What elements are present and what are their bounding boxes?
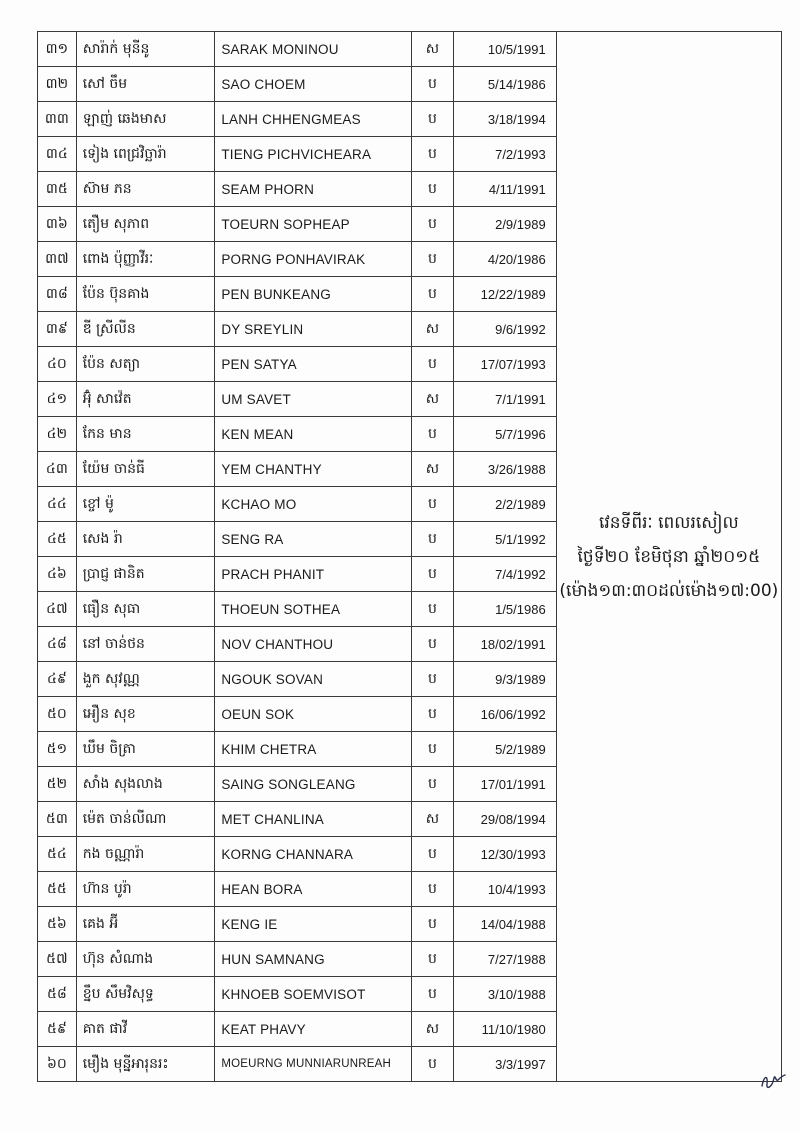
- khmer-name: ម៉េត ចាន់លីណា: [76, 802, 215, 837]
- row-number: ៤៧: [38, 592, 77, 627]
- latin-name: SAO CHOEM: [215, 67, 412, 102]
- khmer-name: ហ៊ុន សំណាង: [76, 942, 215, 977]
- row-number: ៤៤: [38, 487, 77, 522]
- khmer-name: តឿម សុភាព: [76, 207, 215, 242]
- date-of-birth: 9/3/1989: [453, 662, 556, 697]
- row-number: ៣៩: [38, 312, 77, 347]
- khmer-name: ងួក សុវណ្ណ: [76, 662, 215, 697]
- row-number: ៥៨: [38, 977, 77, 1012]
- date-of-birth: 7/1/1991: [453, 382, 556, 417]
- latin-name: MOEURNG MUNNIARUNREAH: [215, 1047, 412, 1082]
- row-number: ៥៩: [38, 1012, 77, 1047]
- latin-name: SENG RA: [215, 522, 412, 557]
- date-of-birth: 14/04/1988: [453, 907, 556, 942]
- date-of-birth: 4/11/1991: [453, 172, 556, 207]
- row-number: ៣៥: [38, 172, 77, 207]
- sex-code: ស: [412, 32, 454, 67]
- sex-code: ប: [412, 942, 454, 977]
- date-of-birth: 3/26/1988: [453, 452, 556, 487]
- sex-code: ប: [412, 137, 454, 172]
- sex-code: ប: [412, 907, 454, 942]
- session-note-line3: (ម៉ោង១៣:៣០ដល់ម៉ោង១៧:00): [559, 580, 779, 601]
- date-of-birth: 12/22/1989: [453, 277, 556, 312]
- latin-name: SARAK MONINOU: [215, 32, 412, 67]
- row-number: ៣៨: [38, 277, 77, 312]
- row-number: ៦០: [38, 1047, 77, 1082]
- row-number: ៣៤: [38, 137, 77, 172]
- latin-name: PEN SATYA: [215, 347, 412, 382]
- sex-code: ប: [412, 102, 454, 137]
- khmer-name: សារ៉ាក់ មុនីនូ: [76, 32, 215, 67]
- sex-code: ប: [412, 207, 454, 242]
- row-number: ៥៧: [38, 942, 77, 977]
- khmer-name: កែន មាន: [76, 417, 215, 452]
- row-number: ៣១: [38, 32, 77, 67]
- latin-name: KORNG CHANNARA: [215, 837, 412, 872]
- sex-code: ស: [412, 452, 454, 487]
- sex-code: ស: [412, 802, 454, 837]
- sex-code: ប: [412, 697, 454, 732]
- latin-name: NGOUK SOVAN: [215, 662, 412, 697]
- khmer-name: គាត ផាវី: [76, 1012, 215, 1047]
- khmer-name: ខ្នឹប សឹមវិសុទ្ធ: [76, 977, 215, 1012]
- khmer-name: អ៊ុំ សាវ៉េត: [76, 382, 215, 417]
- date-of-birth: 12/30/1993: [453, 837, 556, 872]
- row-number: ៣៣: [38, 102, 77, 137]
- sex-code: ស: [412, 1012, 454, 1047]
- session-note: [556, 32, 781, 1082]
- date-of-birth: 7/2/1993: [453, 137, 556, 172]
- khmer-name: ឡាញ់ ឆេងមាស: [76, 102, 215, 137]
- latin-name: OEUN SOK: [215, 697, 412, 732]
- sex-code: ប: [412, 277, 454, 312]
- latin-name: KEAT PHAVY: [215, 1012, 412, 1047]
- candidate-table: [37, 31, 782, 1082]
- sex-code: ប: [412, 557, 454, 592]
- candidate-table-body: [38, 32, 782, 1082]
- row-number: ៤៥: [38, 522, 77, 557]
- signature-mark: [758, 1066, 788, 1094]
- sex-code: ប: [412, 837, 454, 872]
- date-of-birth: 2/2/1989: [453, 487, 556, 522]
- sex-code: ស: [412, 312, 454, 347]
- khmer-name: ឃឹម ចិត្រា: [76, 732, 215, 767]
- date-of-birth: 4/20/1986: [453, 242, 556, 277]
- date-of-birth: 3/18/1994: [453, 102, 556, 137]
- latin-name: UM SAVET: [215, 382, 412, 417]
- latin-name: SAING SONGLEANG: [215, 767, 412, 802]
- session-note-line1: វេនទីពីរៈ ពេលរសៀល: [598, 512, 739, 533]
- date-of-birth: 5/1/1992: [453, 522, 556, 557]
- latin-name: LANH CHHENGMEAS: [215, 102, 412, 137]
- row-number: ៣៦: [38, 207, 77, 242]
- row-number: ៤០: [38, 347, 77, 382]
- date-of-birth: 17/01/1991: [453, 767, 556, 802]
- row-number: ៣២: [38, 67, 77, 102]
- latin-name: TIENG PICHVICHEARA: [215, 137, 412, 172]
- sex-code: ប: [412, 872, 454, 907]
- khmer-name: មឿង មុន្នីអារុនរះ: [76, 1047, 215, 1082]
- latin-name: PRACH PHANIT: [215, 557, 412, 592]
- khmer-name: ហ៊ាន បូរ៉ា: [76, 872, 215, 907]
- date-of-birth: 16/06/1992: [453, 697, 556, 732]
- khmer-name: សៅ ចឹម: [76, 67, 215, 102]
- sex-code: ប: [412, 522, 454, 557]
- latin-name: TOEURN SOPHEAP: [215, 207, 412, 242]
- latin-name: HEAN BORA: [215, 872, 412, 907]
- row-number: ៥១: [38, 732, 77, 767]
- khmer-name: ទៀង ពេជ្រវិច្ឆារ៉ា: [76, 137, 215, 172]
- sex-code: ប: [412, 627, 454, 662]
- khmer-name: សេង រ៉ា: [76, 522, 215, 557]
- latin-name: PORNG PONHAVIRAK: [215, 242, 412, 277]
- row-number: ៤៦: [38, 557, 77, 592]
- khmer-name: ប្រាជ្ញ ផានិត: [76, 557, 215, 592]
- date-of-birth: 29/08/1994: [453, 802, 556, 837]
- latin-name: THOEUN SOTHEA: [215, 592, 412, 627]
- session-note-line2: ថ្ងៃទី២០ ខែមិថុនា ឆ្នាំ២០១៥: [577, 546, 761, 567]
- sex-code: ប: [412, 347, 454, 382]
- sex-code: ប: [412, 67, 454, 102]
- sex-code: ប: [412, 487, 454, 522]
- date-of-birth: 5/7/1996: [453, 417, 556, 452]
- sex-code: ស: [412, 382, 454, 417]
- date-of-birth: 3/10/1988: [453, 977, 556, 1012]
- row-number: ៤២: [38, 417, 77, 452]
- date-of-birth: 17/07/1993: [453, 347, 556, 382]
- latin-name: YEM CHANTHY: [215, 452, 412, 487]
- sex-code: ប: [412, 172, 454, 207]
- row-number: ៥៣: [38, 802, 77, 837]
- latin-name: DY SREYLIN: [215, 312, 412, 347]
- row-number: ៥០: [38, 697, 77, 732]
- row-number: ៤៩: [38, 662, 77, 697]
- latin-name: HUN SAMNANG: [215, 942, 412, 977]
- date-of-birth: 2/9/1989: [453, 207, 556, 242]
- row-number: ៥៥: [38, 872, 77, 907]
- date-of-birth: 10/5/1991: [453, 32, 556, 67]
- sex-code: ប: [412, 767, 454, 802]
- date-of-birth: 10/4/1993: [453, 872, 556, 907]
- khmer-name: នៅ ចាន់ថន: [76, 627, 215, 662]
- khmer-name: ឌី ស្រីលីន: [76, 312, 215, 347]
- latin-name: KHNOEB SOEMVISOT: [215, 977, 412, 1012]
- table-row: [38, 32, 782, 67]
- latin-name: MET CHANLINA: [215, 802, 412, 837]
- date-of-birth: 5/14/1986: [453, 67, 556, 102]
- latin-name: NOV CHANTHOU: [215, 627, 412, 662]
- sex-code: ប: [412, 732, 454, 767]
- row-number: ៤៣: [38, 452, 77, 487]
- row-number: ៤៨: [38, 627, 77, 662]
- sex-code: ប: [412, 1047, 454, 1082]
- row-number: ៤១: [38, 382, 77, 417]
- row-number: ៥៦: [38, 907, 77, 942]
- date-of-birth: 9/6/1992: [453, 312, 556, 347]
- khmer-name: ខ្ចៅ ម៉ូ: [76, 487, 215, 522]
- date-of-birth: 1/5/1986: [453, 592, 556, 627]
- khmer-name: ស៊ាម ភន: [76, 172, 215, 207]
- latin-name: KEN MEAN: [215, 417, 412, 452]
- date-of-birth: 3/3/1997: [453, 1047, 556, 1082]
- khmer-name: ពោង ប៉ុញ្ញាវីរៈ: [76, 242, 215, 277]
- latin-name: PEN BUNKEANG: [215, 277, 412, 312]
- sex-code: ប: [412, 662, 454, 697]
- sex-code: ប: [412, 977, 454, 1012]
- khmer-name: សាំង សុងលាង: [76, 767, 215, 802]
- date-of-birth: 7/27/1988: [453, 942, 556, 977]
- khmer-name: កង ចណ្ណារ៉ា: [76, 837, 215, 872]
- khmer-name: ប៉ែន ប៊ុនគាង: [76, 277, 215, 312]
- sex-code: ប: [412, 592, 454, 627]
- row-number: ៥៤: [38, 837, 77, 872]
- date-of-birth: 11/10/1980: [453, 1012, 556, 1047]
- date-of-birth: 5/2/1989: [453, 732, 556, 767]
- sex-code: ប: [412, 417, 454, 452]
- khmer-name: យ៉ែម ចាន់ធី: [76, 452, 215, 487]
- date-of-birth: 7/4/1992: [453, 557, 556, 592]
- khmer-name: គេង អ៊ី: [76, 907, 215, 942]
- latin-name: KENG IE: [215, 907, 412, 942]
- khmer-name: ប៉ែន សត្យា: [76, 347, 215, 382]
- latin-name: SEAM PHORN: [215, 172, 412, 207]
- khmer-name: អឿន សុខ: [76, 697, 215, 732]
- khmer-name: ធឿន សុធា: [76, 592, 215, 627]
- latin-name: KCHAO MO: [215, 487, 412, 522]
- sex-code: ប: [412, 242, 454, 277]
- latin-name: KHIM CHETRA: [215, 732, 412, 767]
- row-number: ៥២: [38, 767, 77, 802]
- row-number: ៣៧: [38, 242, 77, 277]
- date-of-birth: 18/02/1991: [453, 627, 556, 662]
